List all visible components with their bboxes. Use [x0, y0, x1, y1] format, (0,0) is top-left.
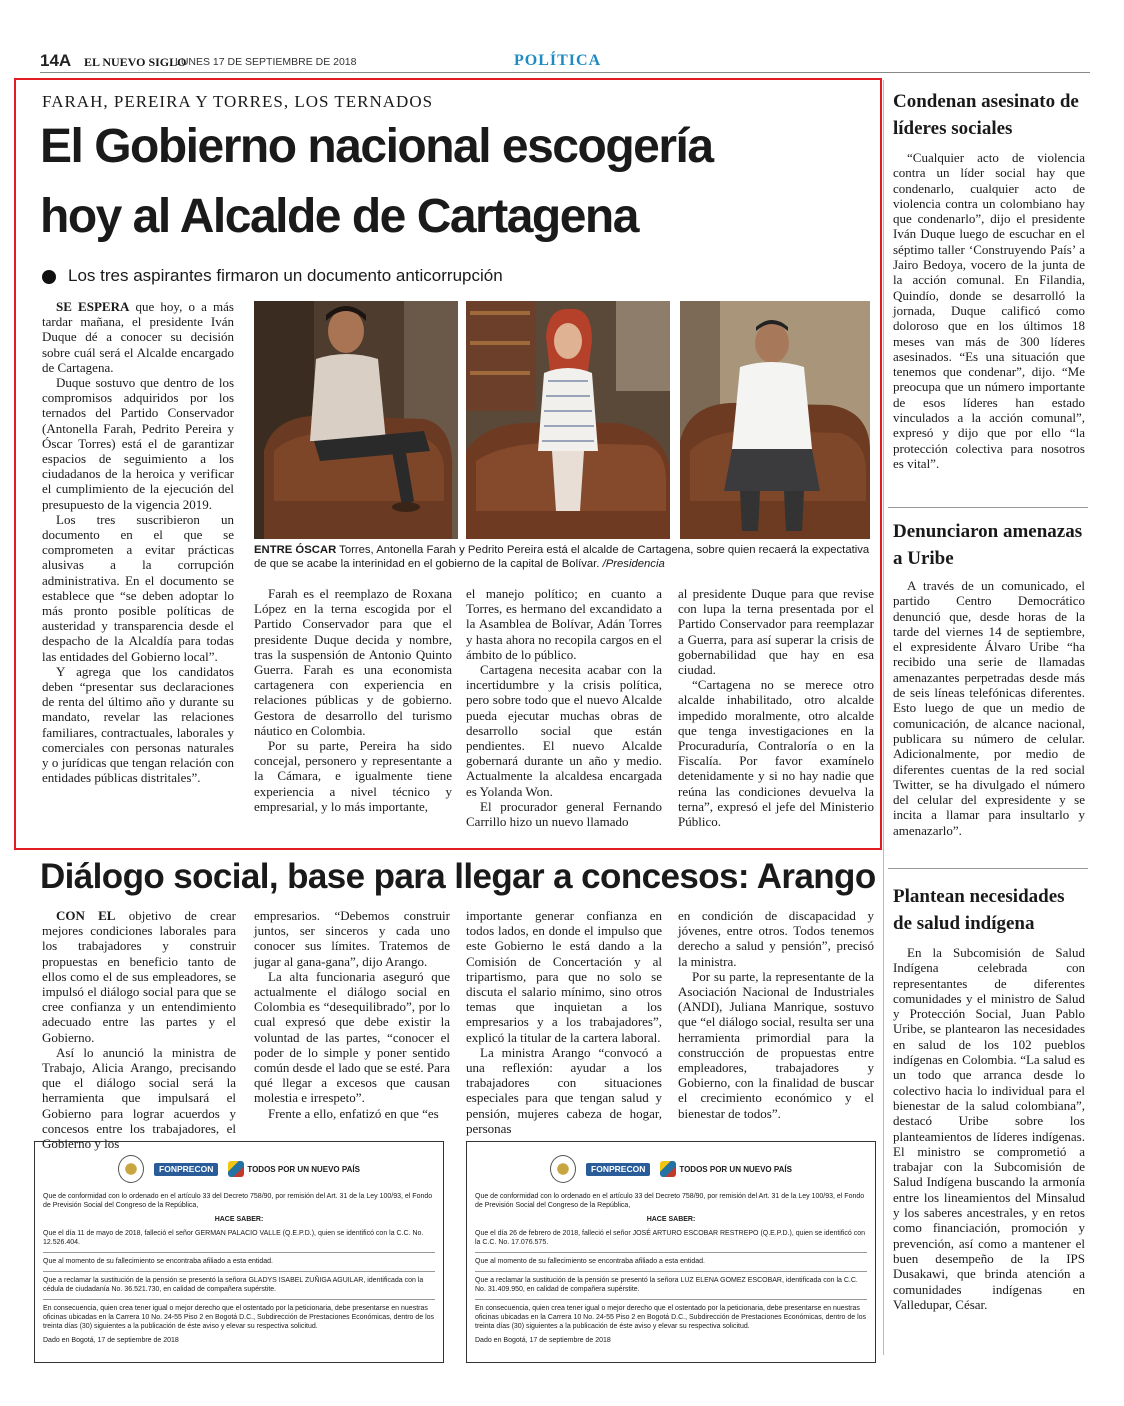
- paragraph: Los tres suscribieron un documento en el que se comprometen a evitar prácticas alusivas a la corrupción administrativa. En el documento se establece que “se deben adoptar lo más pronto posible políticas de austeridad y transparencia desde el despacho de la Alcaldía para todas las entidades del Gobierno local”.: [42, 511, 234, 664]
- paragraph: objetivo de crear mejores condiciones laborales para los trabajadores y construir propuestas en beneficio tanto de ellos como el de sus empleadores, se impulsó el diálogo social para que se cree confianza y un entendimiento adecuado entre las partes y el Gobierno.: [42, 908, 237, 1045]
- article-column-2: [254, 586, 452, 814]
- lead-in: CON EL: [56, 908, 116, 923]
- paragraph: Farah es el reemplazo de Roxana López en la terna escogida por el Partido Conservador para que el presidente Duque decida y nombre, tras la suspensión de Antonio Quinto Guerra. Farah es una economista cartagenera con experiencia en relaciones públicas y de gobierno. Gestora de desarrollo del turismo náutico en Colombia.: [254, 586, 452, 738]
- ad-logos: [43, 1150, 435, 1188]
- ad-title: HACE SABER:: [646, 1216, 696, 1223]
- article-kicker: FARAH, PEREIRA Y TORRES, LOS TERNADOS: [42, 92, 434, 111]
- photo-oscar-torres: [254, 301, 458, 539]
- sidebar-headline: Condenan asesinato de líderes sociales: [893, 91, 1079, 139]
- section-label: POLÍTICA: [514, 52, 602, 69]
- paragraph: Duque sostuvo que dentro de los compromisos adquiridos por los ternados del Partido Conservador (Antonella Farah, Pedrito Pereira y Óscar Torres) está el de garantizar espacios de seguimiento a los ciudadanos de la heroica y verificar el cumplimiento de la ejecución del presupuesto de la vigencia 2019.: [42, 375, 234, 512]
- fonprecon-logo: FONPRECON: [154, 1163, 218, 1176]
- article-headline-line-2: hoy al Alcalde de Cartagena: [40, 190, 638, 243]
- sidebar-separator: [888, 868, 1088, 869]
- ad-paragraph: Que al momento de su fallecimiento se encontraba afiliado a esta entidad.: [43, 1258, 273, 1265]
- legal-notice-ad: [466, 1141, 876, 1363]
- article-headline-line-1: El Gobierno nacional escogería: [40, 120, 713, 173]
- ad-paragraph: Que a reclamar la sustitución de la pensión se presentó la señora LUZ ELENA GOMEZ ESCOBAR, identificada con la C.C. No. 31.409.950, en calidad de compañera supérstite.: [475, 1277, 858, 1293]
- sidebar-headline: Plantean necesidades de salud indígena: [893, 886, 1065, 934]
- paragraph: Y agrega que los candidatos deben “presentar sus declaraciones de renta del último año y durante su mandato, revelar las relaciones familiares, contractuales, laborales y comerciales con personas naturales y o jurídicas que tengan relación con entidades públicas distritales”.: [42, 663, 234, 786]
- nuevo-pais-icon: [228, 1161, 244, 1177]
- article-column-4: [678, 586, 874, 829]
- page-number: 14A: [40, 51, 72, 70]
- paragraph: el manejo político; en cuanto a Torres, es hermano del excandidato a la Asamblea de Bolívar, Adán Torres y hasta ahora no recopila cargos en el ámbito de lo público.: [466, 586, 662, 662]
- nuevo-pais-logo: TODOS POR UN NUEVO PAÍS: [228, 1161, 360, 1177]
- lead-in: SE ESPERA: [56, 299, 130, 314]
- paragraph: El procurador general Fernando Carrillo hizo un nuevo llamado: [466, 798, 662, 830]
- paragraph: Por su parte, Pereira ha sido concejal, personero y representante a la Cámara, e igualmente tiene experiencia a nivel técnico y empresarial, y lo más importante,: [254, 738, 452, 814]
- bullet-icon: [42, 270, 56, 284]
- legal-notice-ad: [34, 1141, 444, 1363]
- header-divider: [40, 72, 1090, 73]
- ad-intro: Que de conformidad con lo ordenado en el artículo 33 del Decreto 758/90, por remisión del Art. 31 de la Ley 100/93, el Fondo de Previsión Social del Congreso de la República,: [43, 1193, 433, 1209]
- sidebar-divider: [883, 80, 884, 1355]
- sidebar-story: [893, 150, 1085, 471]
- paragraph: importante generar confianza en todos lados, en donde el impulso que este Gobierno le está dando a la Comisión de Concertación y al tripartismo, para que no solo se discuta el salario mínimo, sino otros temas que inquietan a los empresarios y a los trabajadores”, explicó la titular de la cartera laboral.: [466, 908, 662, 1045]
- article-column-1: [42, 299, 234, 786]
- ad-paragraph: En consecuencia, quien crea tener igual o mejor derecho que el ostentado por la peticionaria, debe presentarse en nuestras oficinas ubicadas en la Carrera 10 No. 24-55 Piso 2 en Bogotá D.C., Subdirección de Prestaciones Económicas, dentro de los treinta días (30) siguientes a la publicación de éste aviso y elevar su respectiva solicitud.: [43, 1305, 435, 1330]
- paragraph: Cartagena necesita acabar con la incertidumbre y la crisis política, pero sobre todo que el nuevo Alcalde pueda ejecutar muchas obras de desarrollo social que están pendientes. El nuevo Alcalde gobernará durante un año y medio. Actualmente la alcaldesa encargada es Yolanda Won.: [466, 662, 662, 799]
- second-article-column-2: [254, 908, 450, 1121]
- sidebar-headline: Denunciaron amenazas a Uribe: [893, 521, 1083, 569]
- ad-title: HACE SABER:: [214, 1216, 264, 1223]
- paragraph: Por su parte, la representante de la Asociación Nacional de Industriales (ANDI), Juliana Manrique, sostuvo que “el diálogo social, resulta ser una herramienta primordial para la construcción de propuestas entre empleadores, trabajadores y Gobierno, con la finalidad de buscar el crecimiento económico y el bienestar de todos”.: [678, 968, 874, 1121]
- paragraph: al presidente Duque para que revise con lupa la terna presentada por el Partido Conservador para reemplazar a Guerra, para así superar la crisis de gobernabilidad que hay en esa ciudad.: [678, 586, 874, 678]
- coat-of-arms-icon: [550, 1155, 576, 1183]
- ad-paragraph: Que el día 26 de febrero de 2018, falleció el señor JOSÉ ARTURO ESCOBAR RESTREPO (Q.E.P.D.), quien se identificó con la C.C. No. 17.076.575.: [475, 1230, 865, 1246]
- sidebar-separator: [888, 507, 1088, 508]
- newspaper-name: EL NUEVO SIGLO: [84, 55, 187, 69]
- paragraph: empresarios. “Debemos construir juntos, ser sinceros y cada uno conocer sus límites. Tratemos de jugar al gana-gana”, dijo Arango.: [254, 908, 450, 969]
- sidebar-story: [893, 578, 1085, 838]
- paragraph: La alta funcionaria aseguró que actualmente el diálogo social en Colombia es “desequilibrado”, por lo cual expresó que debe existir la voluntad de las partes, “conocer el poder de lo simple y poner sentido común desde el lado que se esté. Para qué llegar a excesos que causan molestia e irrespeto”.: [254, 968, 450, 1106]
- nuevo-pais-icon: [660, 1161, 676, 1177]
- article-column-3: [466, 586, 662, 829]
- ad-logos: [475, 1150, 867, 1188]
- second-article-column-4: [678, 908, 874, 1121]
- paragraph: A través de un comunicado, el partido Centro Democrático denunció que, desde horas de la tarde del viernes 14 de septiembre, el expresidente Álvaro Uribe “ha recibido una serie de llamadas amenazantes perpetradas desde más de seis líneas telefónicas diferentes. Esto luego de que un medio de comunicación, de alcance nacional, publicara su número de celular. Adicionalmente, por medio de diferentes cuentas de la red social Twitter, se ha divulgado el número del celular del expresidente y se incita a llamar para insultarlo y amenazarlo”.: [893, 578, 1085, 838]
- issue-date: LUNES 17 DE SEPTIEMBRE DE 2018: [175, 56, 357, 68]
- sidebar-story: [893, 945, 1085, 1312]
- paragraph: En la Subcomisión de Salud Indígena celebrada con representantes de diferentes comunidades y el ministro de Salud y Protección Social, Juan Pablo Uribe, se plantearon las necesidades en salud de los 102 pueblos indígenas en Colombia. “La salud es un todo que arranca desde lo colectivo hacia lo individual para el bienestar de la salud colombiana”, destacó Uribe sobre los planteamientos de líderes indígenas. El ministro se comprometió a trabajar con la Subcomisión de Salud Indígena buscando la armonía entre los lineamientos del Minsalud y los saberes ancestrales, y en retos como financiación, promoción y prevención, así como a mantener el buen desempeño de la IPS Dusakawi, que brinda atención a comunidades indígenas en Valledupar, César.: [893, 945, 1085, 1312]
- coat-of-arms-icon: [118, 1155, 144, 1183]
- paragraph: Así lo anunció la ministra de Trabajo, Alicia Arango, precisando que el diálogo social será la herramienta que impulsará el Gobierno para lograr acuerdos y concesos entre los trabajadores, el Gobierno y los: [42, 1044, 236, 1152]
- nuevo-pais-logo: TODOS POR UN NUEVO PAÍS: [660, 1161, 792, 1177]
- ad-intro: Que de conformidad con lo ordenado en el artículo 33 del Decreto 758/90, por remisión del Art. 31 de la Ley 100/93, el Fondo de Previsión Social del Congreso de la República,: [475, 1193, 865, 1209]
- fonprecon-logo: FONPRECON: [586, 1163, 650, 1176]
- paragraph: que hoy, o a más tardar mañana, el presidente Iván Duque dé a conocer su decisión sobre cuál será el Alcalde encargado de Cartagena.: [42, 299, 234, 375]
- ad-footer: Dado en Bogotá, 17 de septiembre de 2018: [475, 1337, 611, 1344]
- ad-paragraph: Que al momento de su fallecimiento se encontraba afiliado a esta entidad.: [475, 1258, 705, 1265]
- photo-pedrito-pereira: [680, 301, 870, 539]
- paragraph: La ministra Arango “convocó a una reflexión: ayudar a los trabajadores con situaciones especiales para que tengan salud y pensión, mujeres cabeza de hogar, personas: [466, 1044, 662, 1136]
- paragraph: “Cartagena no se merece otro alcalde inhabilitado, otro alcalde impedido moralmente, otro alcalde que tenga investigaciones en la Procuraduría, Contraloría o en la Fiscalía. Por favor examínelo detenidamente y si no hay nadie que reúna las condiciones devuelva la terna”, expresó el jefe del Ministerio Público.: [678, 677, 874, 830]
- ad-paragraph: Que el día 11 de mayo de 2018, falleció el señor GERMAN PALACIO VALLE (Q.E.P.D.), quien se identificó con la C.C. No. 12.526.404.: [43, 1230, 424, 1246]
- photo-caption: [254, 544, 872, 571]
- paragraph: “Cualquier acto de violencia contra un líder social hay que condenarlo, cualquier acto de violencia contra un colombiano hay que condenarlo”, dijo el presidente Iván Duque luego de escuchar en el séptimo taller ‘Construyendo País’ a Jairo Bedoya, vocero de la junta de la acción comunal. En Filandia, Quindío, donde se desarrolló la jornada, Duque calificó como doloroso que en los últimos 18 meses van más de 300 líderes asesinados. “Es una situación que tenemos que condenar”, dijo. “Me preocupa que un número importante de esos líderes han estado vinculados a la acción comunal”, expresó y dijo que por ello “la protección colectiva para nosotros es vital”.: [893, 150, 1085, 471]
- caption-text: Torres, Antonella Farah y Pedrito Pereira está el alcalde de Cartagena, sobre quien recaerá la expectativa de que se acabe la interinidad en el gobierno de la capital de Bolívar.: [254, 544, 870, 570]
- second-article-headline: Diálogo social, base para llegar a concesos: Arango: [40, 857, 876, 896]
- photo-antonella-farah: [466, 301, 670, 539]
- second-article-column-1: [42, 908, 236, 1151]
- paragraph: Frente a ello, enfatizó en que “es: [268, 1105, 439, 1121]
- caption-lead: ENTRE ÓSCAR: [254, 544, 337, 556]
- paragraph: en condición de discapacidad y jóvenes, entre otros. Todos tenemos derecho a salud y pensión”, precisó la ministra.: [678, 908, 874, 969]
- ad-paragraph: En consecuencia, quien crea tener igual o mejor derecho que el ostentado por la peticionaria, debe presentarse en nuestras oficinas ubicadas en la Carrera 10 No. 24-55 Piso 2 en Bogotá D.C., Subdirección de Prestaciones Económicas, dentro de los treinta días (30) siguientes a la publicación de éste aviso y elevar su respectiva solicitud.: [475, 1305, 867, 1330]
- ad-footer: Dado en Bogotá, 17 de septiembre de 2018: [43, 1337, 179, 1344]
- ad-paragraph: Que a reclamar la sustitución de la pensión se presentó la señora GLADYS ISABEL ZUÑIGA AGUILAR, identificada con la cédula de ciudadanía No. 36.521.730, en calidad de compañera supérstite.: [43, 1277, 424, 1293]
- second-article-column-3: [466, 908, 662, 1136]
- photo-credit: /Presidencia: [602, 557, 665, 570]
- article-deck: Los tres aspirantes firmaron un documento anticorrupción: [68, 266, 503, 285]
